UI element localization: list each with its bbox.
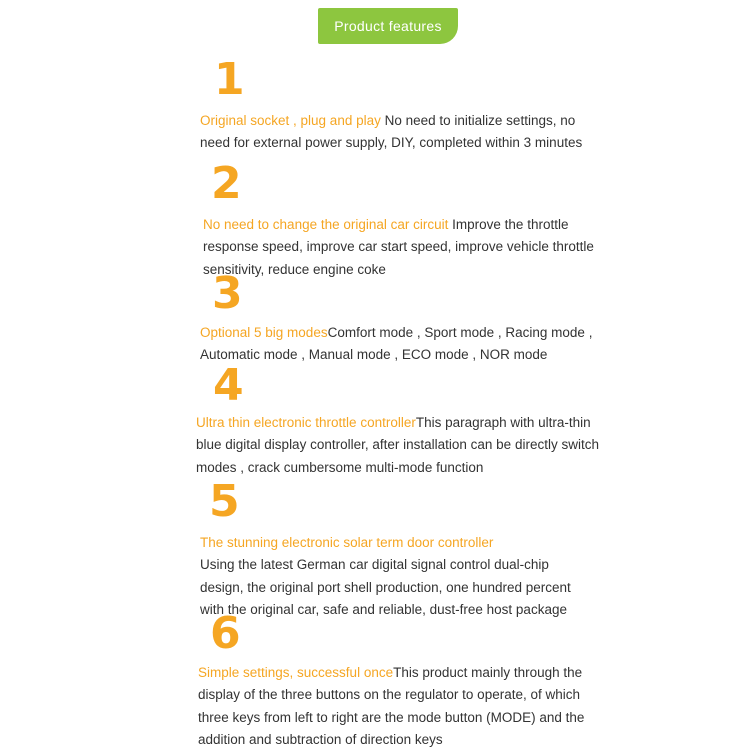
feature-number-6: 6 bbox=[210, 608, 241, 659]
feature-text-3: Comfort mode , Sport mode , Racing mode , Automatic mode , Manual mode , ECO mode , NOR mode bbox=[200, 325, 593, 363]
feature-body-5 bbox=[200, 532, 595, 621]
banner-title: Product features bbox=[334, 18, 442, 34]
feature-body-2 bbox=[203, 214, 601, 281]
feature-body-1 bbox=[200, 110, 600, 155]
feature-text-2: Improve the throttle response speed, improve car start speed, improve vehicle throttle sensitivity, reduce engine coke bbox=[203, 217, 594, 277]
feature-highlight-2: No need to change the original car circuit bbox=[203, 217, 449, 232]
feature-number-3: 3 bbox=[212, 268, 243, 319]
feature-number-1: 1 bbox=[214, 54, 245, 105]
product-features-banner bbox=[318, 8, 458, 44]
feature-number-5: 5 bbox=[209, 476, 240, 527]
feature-text-6: This product mainly through the display of the three buttons on the regulator to operate, of which three keys from left to right are the mode button (MODE) and the addition and subtraction of direction keys bbox=[198, 665, 585, 747]
feature-body-3 bbox=[200, 322, 600, 367]
feature-highlight-6: Simple settings, successful once bbox=[198, 665, 394, 680]
feature-text-5: Using the latest German car digital signal control dual-chip design, the original port shell production, one hundred percent with the original car, safe and reliable, dust-free host package bbox=[200, 557, 571, 617]
feature-body-4 bbox=[196, 412, 604, 479]
feature-highlight-4: Ultra thin electronic throttle controller bbox=[196, 415, 416, 430]
feature-highlight-1: Original socket , plug and play bbox=[200, 113, 381, 128]
feature-body-6 bbox=[198, 662, 593, 751]
feature-highlight-5: The stunning electronic solar term door controller bbox=[200, 535, 494, 550]
feature-number-2: 2 bbox=[211, 158, 242, 209]
feature-number-4: 4 bbox=[213, 360, 244, 411]
feature-text-4: This paragraph with ultra-thin blue digital display controller, after installation can be directly switch modes , crack cumbersome multi-mode function bbox=[196, 415, 599, 475]
feature-highlight-3: Optional 5 big modes bbox=[200, 325, 328, 340]
feature-text-1: No need to initialize settings, no need for external power supply, DIY, completed within 3 minutes bbox=[200, 113, 583, 151]
